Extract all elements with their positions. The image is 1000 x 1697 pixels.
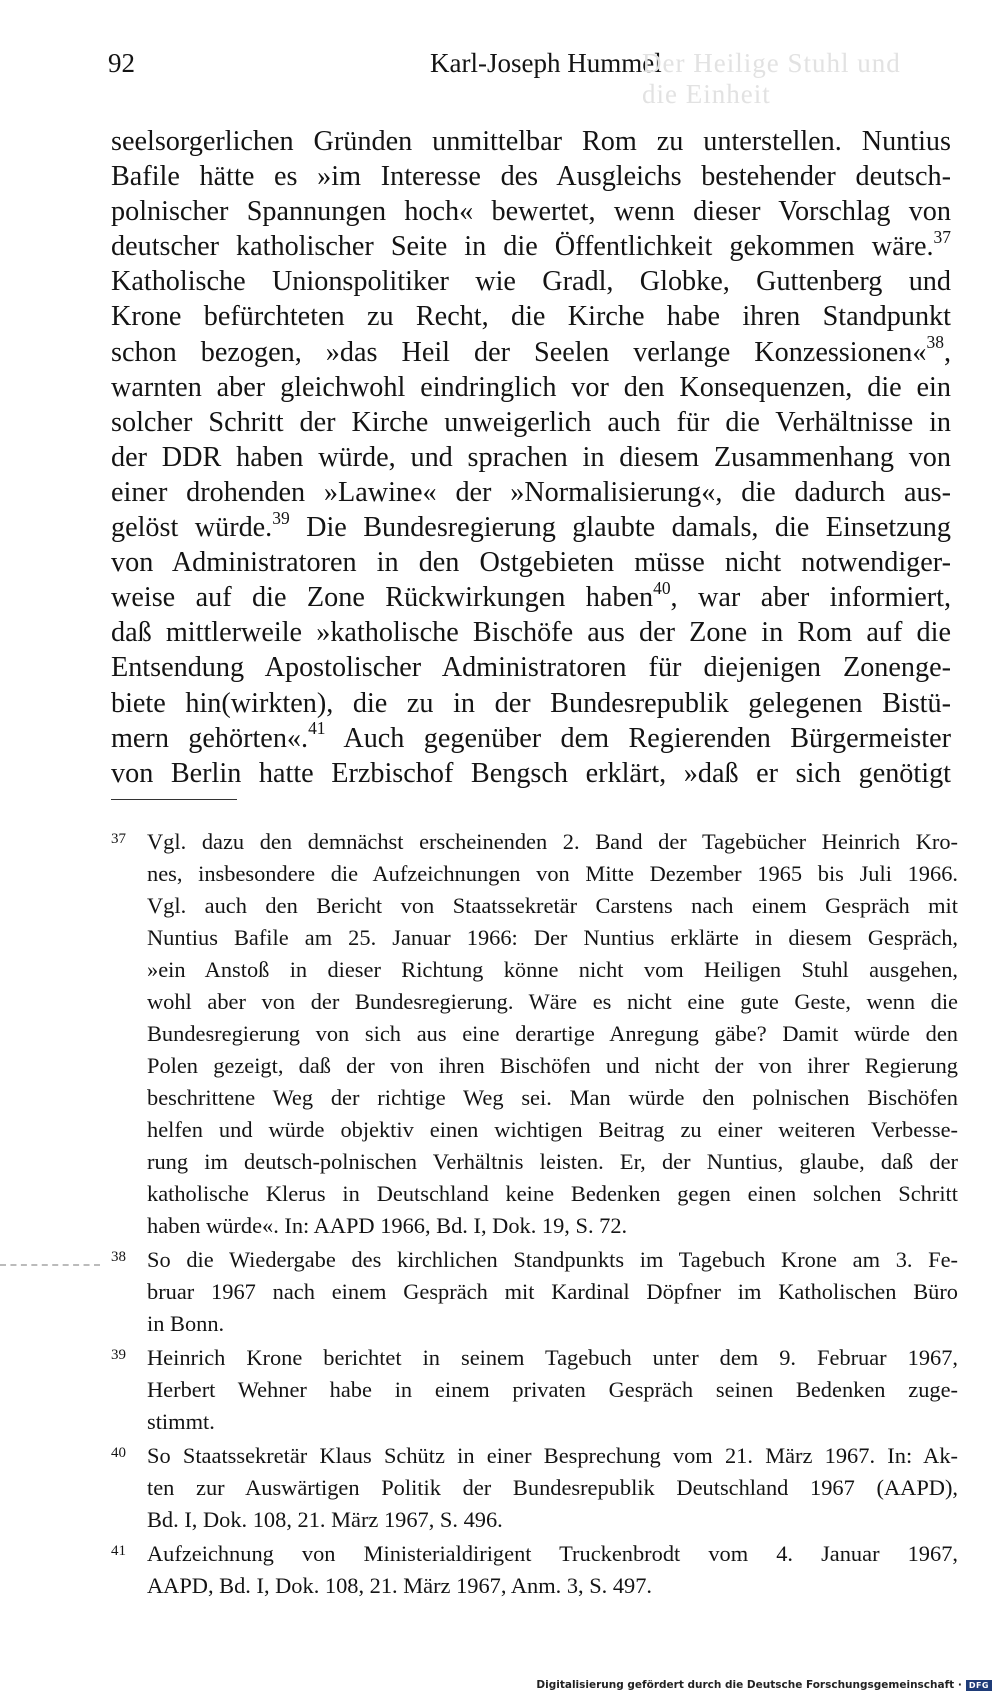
body-line: einer drohenden »Lawine« der »Normalisierung«, die dadurch aus- [111,476,951,508]
page-header [108,38,942,109]
footnotes [111,826,958,1604]
body-line: mern gehörten«.$^{41}$ Auch gegenüber dem Regierenden Bürgermeister [111,718,951,754]
show-through-text: Der Heilige Stuhl und die Einheit [642,48,901,109]
footnote-ref: 37 [933,227,951,248]
footnote-number: 41 [111,1543,126,1559]
body-line: seelsorgerlichen Gründen unmittelbar Rom zu unterstellen. Nuntius [111,126,951,157]
body-line: polnischer Spannungen hoch« bewertet, wenn dieser Vorschlag von [111,196,951,228]
footnote [111,826,958,1242]
footnote-line: nes, insbesondere die Aufzeichnungen von Mitte Dezember 1965 bis Juli 1966. [147,861,958,886]
body-line: Katholische Unionspolitiker wie Gradl, Globke, Guttenberg und [111,266,951,298]
body-line: weise auf die Zone Rückwirkungen haben$^{40}$, war aber informiert, [111,578,951,614]
footnote-line: Heinrich Krone berichtet in seinem Tagebuch unter dem 9. Februar 1967, [147,1345,958,1370]
footnote-line: Polen gezeigt, daß der von ihren Bischöfen und nicht der von ihrer Regierung [147,1053,958,1078]
footnote-ref: 38 [926,332,944,353]
footnote-ref: 39 [272,507,290,528]
footnote-line: Vgl. dazu den demnächst erscheinenden 2. Band der Tagebücher Heinrich Kro- [147,829,958,854]
footnote-line: So Staatssekretär Klaus Schütz in einer Besprechung vom 21. März 1967. In: Ak- [147,1443,958,1468]
body-line: Krone befürchteten zu Recht, die Kirche habe ihren Standpunkt [111,301,951,333]
dfg-logo: DFG [966,1680,992,1691]
footnote-line: Bd. I, Dok. 108, 21. März 1967, S. 496. [147,1507,503,1532]
footnote-number: 38 [111,1249,126,1265]
footnote-number: 40 [111,1445,126,1461]
body-line: Bafile hätte es »im Interesse des Ausgleichs bestehender deutsch- [111,161,951,193]
footnote-line: Aufzeichnung von Ministerialdirigent Truckenbrodt vom 4. Januar 1967, [147,1541,958,1566]
footnote-line: haben würde«. In: AAPD 1966, Bd. I, Dok. 19, S. 72. [147,1213,628,1238]
body-line: von Administratoren in den Ostgebieten müsse nicht notwendiger- [111,547,951,579]
footnote-line: Bundesregierung von sich aus eine derartige Anregung gäbe? Damit würde den [147,1021,958,1046]
footnote [111,1538,958,1602]
page-number: 92 [108,48,135,78]
footnote [111,1244,958,1340]
running-head: Karl-Joseph Hummel [430,48,662,78]
footnote-line: helfen und würde objektiv einen wichtigen Beitrag zu einer weiteren Verbesse- [147,1117,958,1142]
footnote-separator [111,799,237,800]
scan-artifact-dashes [0,1264,100,1266]
body-line: gelöst würde.$^{39}$ Die Bundesregierung glaubte damals, die Einsetzung [111,507,951,544]
footnote-line: rung im deutsch-polnischen Verhältnis leisten. Er, der Nuntius, glaube, daß der [147,1149,958,1174]
footnote-line: Nuntius Bafile am 25. Januar 1966: Der Nuntius erklärte in diesem Gespräch, [147,925,958,950]
footnote-line: beschrittene Weg der richtige Weg sei. Man würde den polnischen Bischöfen [147,1085,958,1110]
body-line: von Berlin hatte Erzbischof Bengsch erklärt, »daß er sich genötigt [111,757,951,789]
body-line: der DDR haben würde, und sprachen in diesem Zusammenhang von [111,441,951,473]
footnote-line: So die Wiedergabe des kirchlichen Standpunkts im Tagebuch Krone am 3. Fe- [147,1247,958,1272]
footnote-ref: 41 [308,718,326,739]
body-line: warnten aber gleichwohl eindringlich vor den Konsequenzen, die ein [111,371,951,403]
body-line: Entsendung Apostolischer Administratoren für diejenigen Zonenge- [111,652,951,684]
body-line: schon bezogen, »das Heil der Seelen verlange Konzessionen«$^{38}$, [111,332,951,368]
footnote-ref: 40 [653,578,671,599]
footnote-line: stimmt. [147,1409,215,1434]
footnote [111,1342,958,1438]
footnote-number: 39 [111,1347,126,1363]
footnote-line: in Bonn. [147,1311,225,1336]
digitization-credit [536,1679,992,1691]
footnote-line: Vgl. auch den Bericht von Staatssekretär Carstens nach einem Gespräch mit [147,893,958,918]
footnote-line: AAPD, Bd. I, Dok. 108, 21. März 1967, Anm. 3, S. 497. [147,1573,653,1598]
footnote-line: ten zur Auswärtigen Politik der Bundesrepublik Deutschland 1967 (AAPD), [147,1475,958,1500]
footnote-line: wohl aber von der Bundesregierung. Wäre es nicht eine gute Geste, wenn die [147,989,958,1014]
body-paragraph [111,124,951,791]
footnote-number: 37 [111,831,126,847]
footnote-line: bruar 1967 nach einem Gespräch mit Kardinal Döpfner im Katholischen Büro [147,1279,958,1304]
footnote-line: »ein Anstoß in dieser Richtung könne nicht vom Heiligen Stuhl ausgehen, [147,957,958,982]
body-line: daß mittlerweile »katholische Bischöfe aus der Zone in Rom auf die [111,617,951,649]
footnote-line: katholische Klerus in Deutschland keine Bedenken gegen einen solchen Schritt [147,1181,958,1206]
credit-text: Digitalisierung gefördert durch die Deutsche Forschungsgemeinschaft · [536,1679,962,1691]
body-line: deutscher katholischer Seite in die Öffentlichkeit gekommen wäre.$^{37}$ [111,227,951,263]
footnote [111,1440,958,1536]
body-line: biete hin(wirkten), die zu in der Bundesrepublik gelegenen Bistü- [111,687,951,719]
body-line: solcher Schritt der Kirche unweigerlich auch für die Verhältnisse in [111,406,951,438]
footnote-line: Herbert Wehner habe in einem privaten Gespräch seinen Bedenken zuge- [147,1377,958,1402]
